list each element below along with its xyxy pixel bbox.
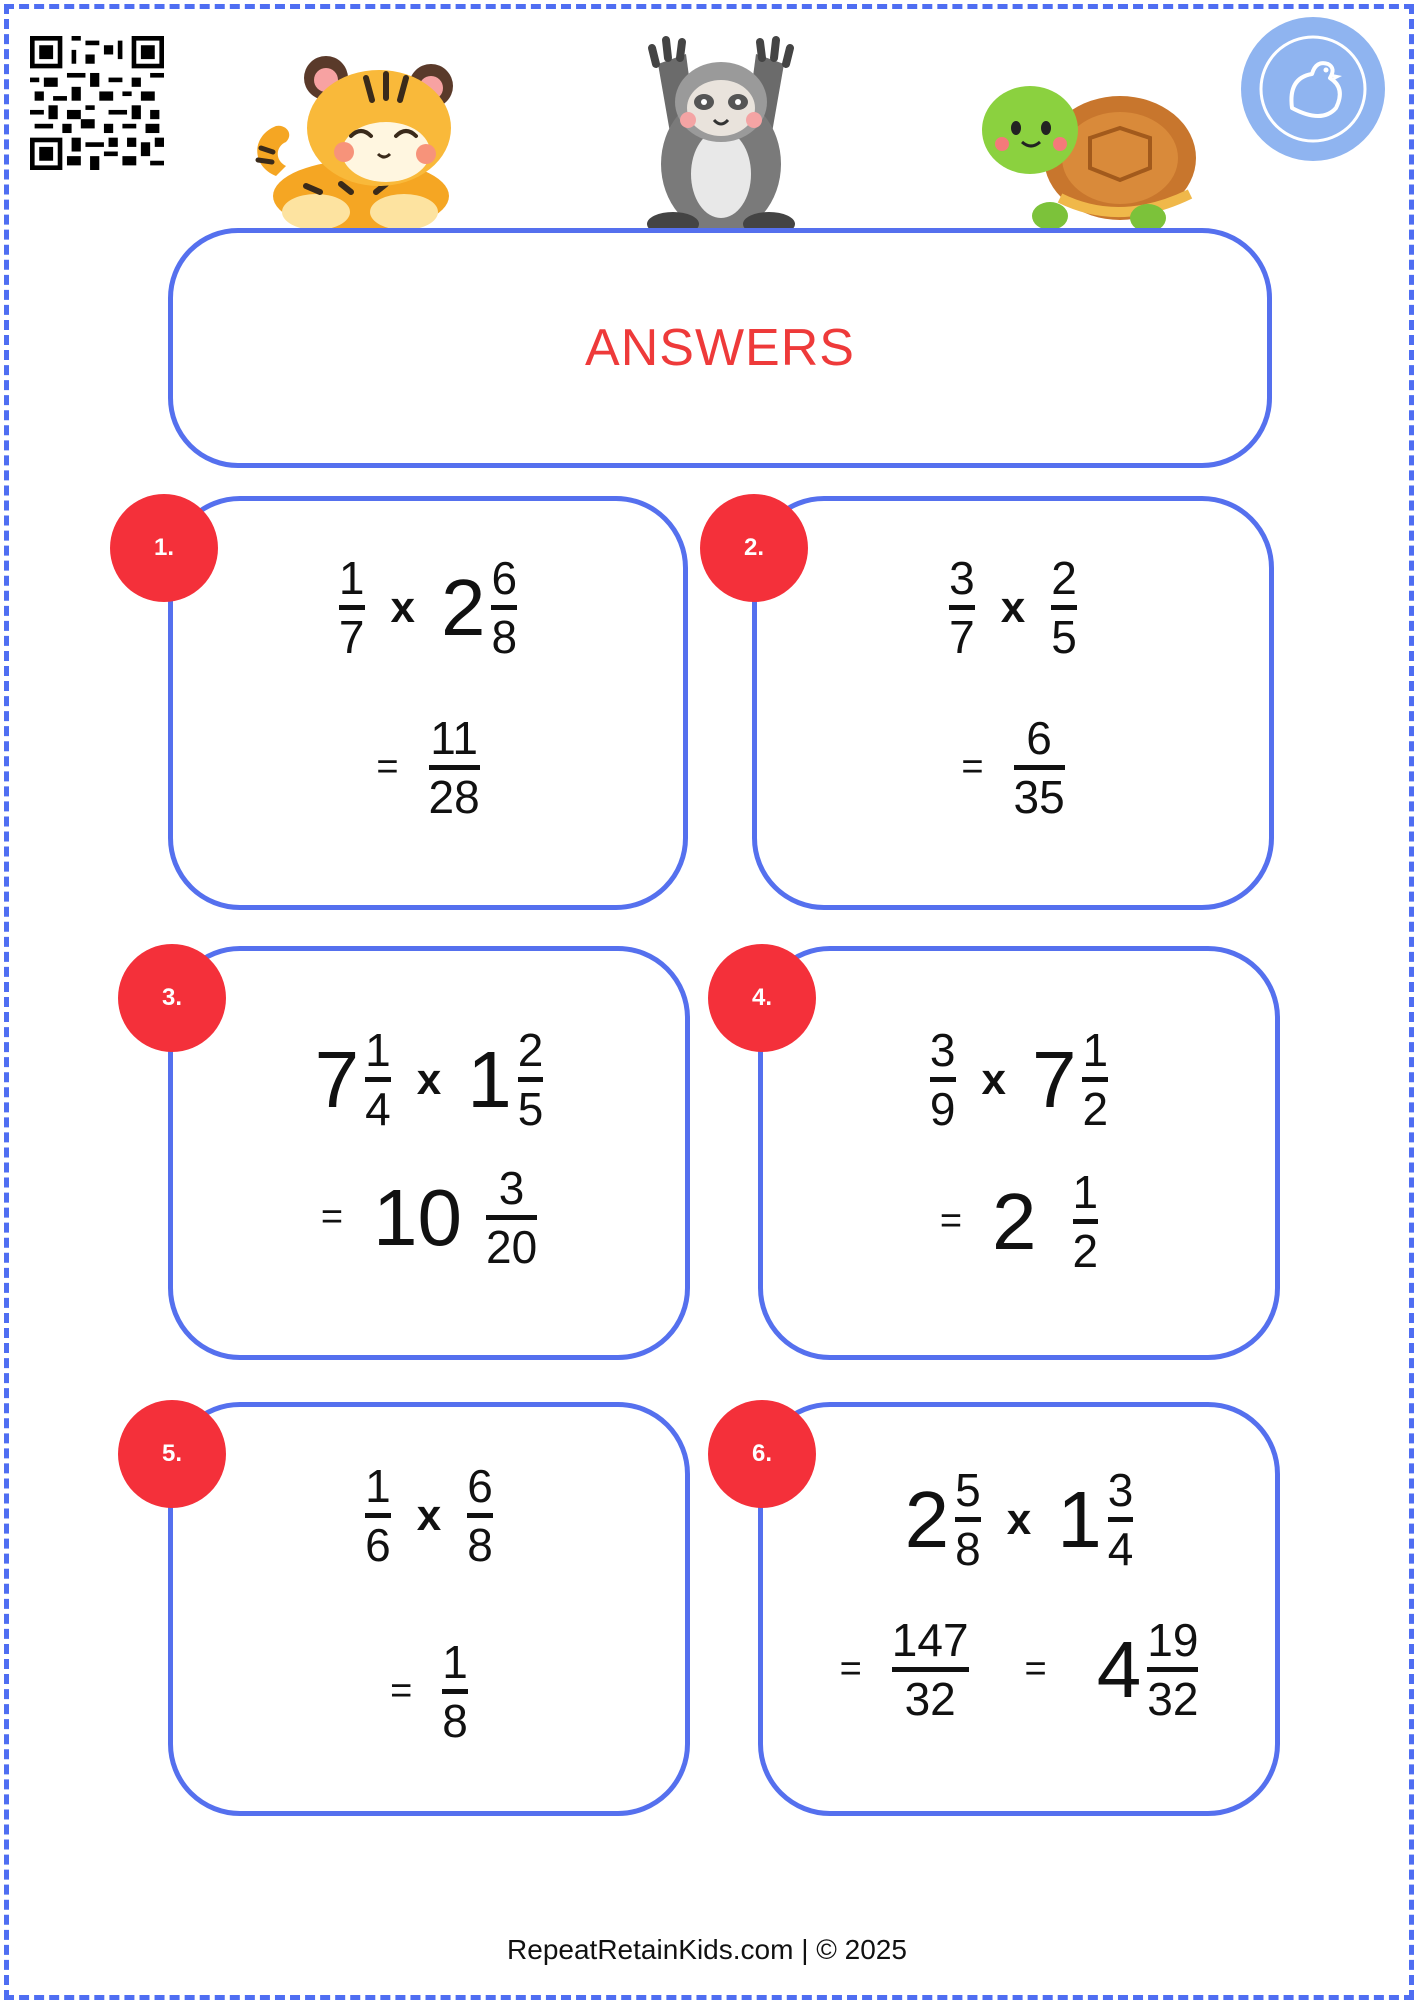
answer-fraction	[428, 712, 480, 823]
page-title: ANSWERS	[585, 319, 855, 377]
answer-fraction	[442, 1636, 468, 1747]
sloth-illustration	[628, 24, 814, 234]
whole-number: 1	[467, 1034, 512, 1124]
denominator: 4	[1107, 1523, 1134, 1575]
numerator: 11	[430, 712, 478, 764]
denominator: 9	[929, 1083, 956, 1135]
denominator: 5	[1051, 611, 1077, 663]
numerator: 1	[442, 1636, 468, 1688]
problem-card-3	[168, 946, 690, 1360]
fraction	[338, 552, 365, 663]
problem-number-badge: 1.	[110, 494, 218, 602]
problem-card-1	[168, 496, 688, 910]
equals-sign: =	[939, 1200, 963, 1242]
fraction	[1051, 552, 1077, 663]
problem-2-answer	[757, 712, 1269, 823]
fraction	[1107, 1464, 1134, 1575]
times-operator: x	[1000, 582, 1026, 632]
problem-1-expression	[173, 552, 683, 663]
problem-5-answer	[173, 1636, 685, 1747]
numerator: 6	[467, 1460, 493, 1512]
denominator: 6	[365, 1519, 391, 1571]
qr-code	[30, 36, 164, 170]
problem-5-expression	[173, 1460, 685, 1571]
fraction	[467, 1460, 493, 1571]
tiger-illustration	[246, 56, 468, 228]
whole-number: 1	[1057, 1474, 1102, 1564]
numerator: 1	[1072, 1166, 1099, 1218]
equals-sign: =	[961, 746, 984, 788]
equals-sign: =	[376, 746, 399, 788]
denominator: 35	[1013, 771, 1065, 823]
denominator: 32	[1147, 1673, 1199, 1725]
fraction	[365, 1024, 391, 1135]
numerator: 2	[517, 1024, 544, 1076]
answer-fraction	[1072, 1166, 1099, 1277]
title-box	[168, 228, 1272, 468]
problem-4-answer	[763, 1166, 1275, 1277]
equals-sign: =	[1024, 1648, 1047, 1690]
equals-sign: =	[390, 1670, 413, 1712]
times-operator: x	[981, 1054, 1006, 1104]
problem-card-2	[752, 496, 1274, 910]
numerator: 1	[365, 1024, 391, 1076]
fraction	[1082, 1024, 1109, 1135]
whole-number: 7	[1031, 1034, 1077, 1124]
whole-number: 2	[904, 1474, 950, 1564]
answer-whole-number: 10	[373, 1172, 462, 1262]
denominator: 8	[955, 1523, 981, 1575]
numerator: 3	[949, 552, 975, 604]
problem-3-answer	[173, 1162, 685, 1273]
problem-6-expression	[763, 1464, 1275, 1575]
answer-whole-number: 2	[992, 1176, 1037, 1266]
numerator: 3	[498, 1162, 525, 1214]
answer-fraction	[1147, 1614, 1199, 1725]
problem-number-badge: 5.	[118, 1400, 226, 1508]
improper-fraction	[891, 1614, 969, 1725]
problem-card-4	[758, 946, 1280, 1360]
times-operator: x	[1006, 1494, 1032, 1544]
times-operator: x	[416, 1054, 442, 1104]
fraction	[365, 1460, 391, 1571]
denominator: 20	[486, 1221, 538, 1273]
problem-number-badge: 6.	[708, 1400, 816, 1508]
denominator: 4	[365, 1083, 391, 1135]
denominator: 8	[491, 611, 518, 663]
whole-number: 2	[440, 562, 486, 652]
repeat-retain-kids-logo	[1240, 16, 1386, 162]
fraction	[949, 552, 975, 663]
fraction	[955, 1464, 981, 1575]
answer-fraction	[1013, 712, 1065, 823]
equals-sign: =	[839, 1648, 862, 1690]
times-operator: x	[416, 1490, 442, 1540]
denominator: 5	[517, 1083, 544, 1135]
numerator: 6	[491, 552, 518, 604]
problem-card-6	[758, 1402, 1280, 1816]
problem-number-badge: 2.	[700, 494, 808, 602]
equals-sign: =	[320, 1196, 344, 1238]
problem-4-expression	[763, 1024, 1275, 1135]
problem-number-badge: 3.	[118, 944, 226, 1052]
problem-2-expression	[757, 552, 1269, 663]
problem-card-5	[168, 1402, 690, 1816]
problem-number-badge: 4.	[708, 944, 816, 1052]
denominator: 7	[949, 611, 975, 663]
denominator: 8	[467, 1519, 493, 1571]
whole-number: 7	[314, 1034, 360, 1124]
numerator: 2	[1051, 552, 1077, 604]
problem-6-answer	[763, 1614, 1275, 1725]
footer-text: RepeatRetainKids.com | © 2025	[507, 1934, 907, 1965]
numerator: 6	[1026, 712, 1052, 764]
denominator: 2	[1082, 1083, 1109, 1135]
fraction	[491, 552, 518, 663]
numerator: 5	[955, 1464, 981, 1516]
denominator: 7	[338, 611, 365, 663]
denominator: 2	[1072, 1225, 1099, 1277]
numerator: 3	[1107, 1464, 1134, 1516]
numerator: 3	[929, 1024, 956, 1076]
denominator: 32	[904, 1673, 956, 1725]
fraction	[517, 1024, 544, 1135]
denominator: 28	[428, 771, 480, 823]
numerator: 1	[1082, 1024, 1109, 1076]
denominator: 8	[442, 1695, 468, 1747]
numerator: 147	[891, 1614, 969, 1666]
problem-3-expression	[173, 1024, 685, 1135]
turtle-illustration	[980, 78, 1208, 234]
problem-1-answer	[173, 712, 683, 823]
numerator: 1	[338, 552, 365, 604]
fraction	[929, 1024, 956, 1135]
answer-whole-number: 4	[1096, 1624, 1142, 1714]
numerator: 19	[1147, 1614, 1199, 1666]
times-operator: x	[390, 582, 415, 632]
numerator: 1	[365, 1460, 391, 1512]
answer-fraction	[486, 1162, 538, 1273]
